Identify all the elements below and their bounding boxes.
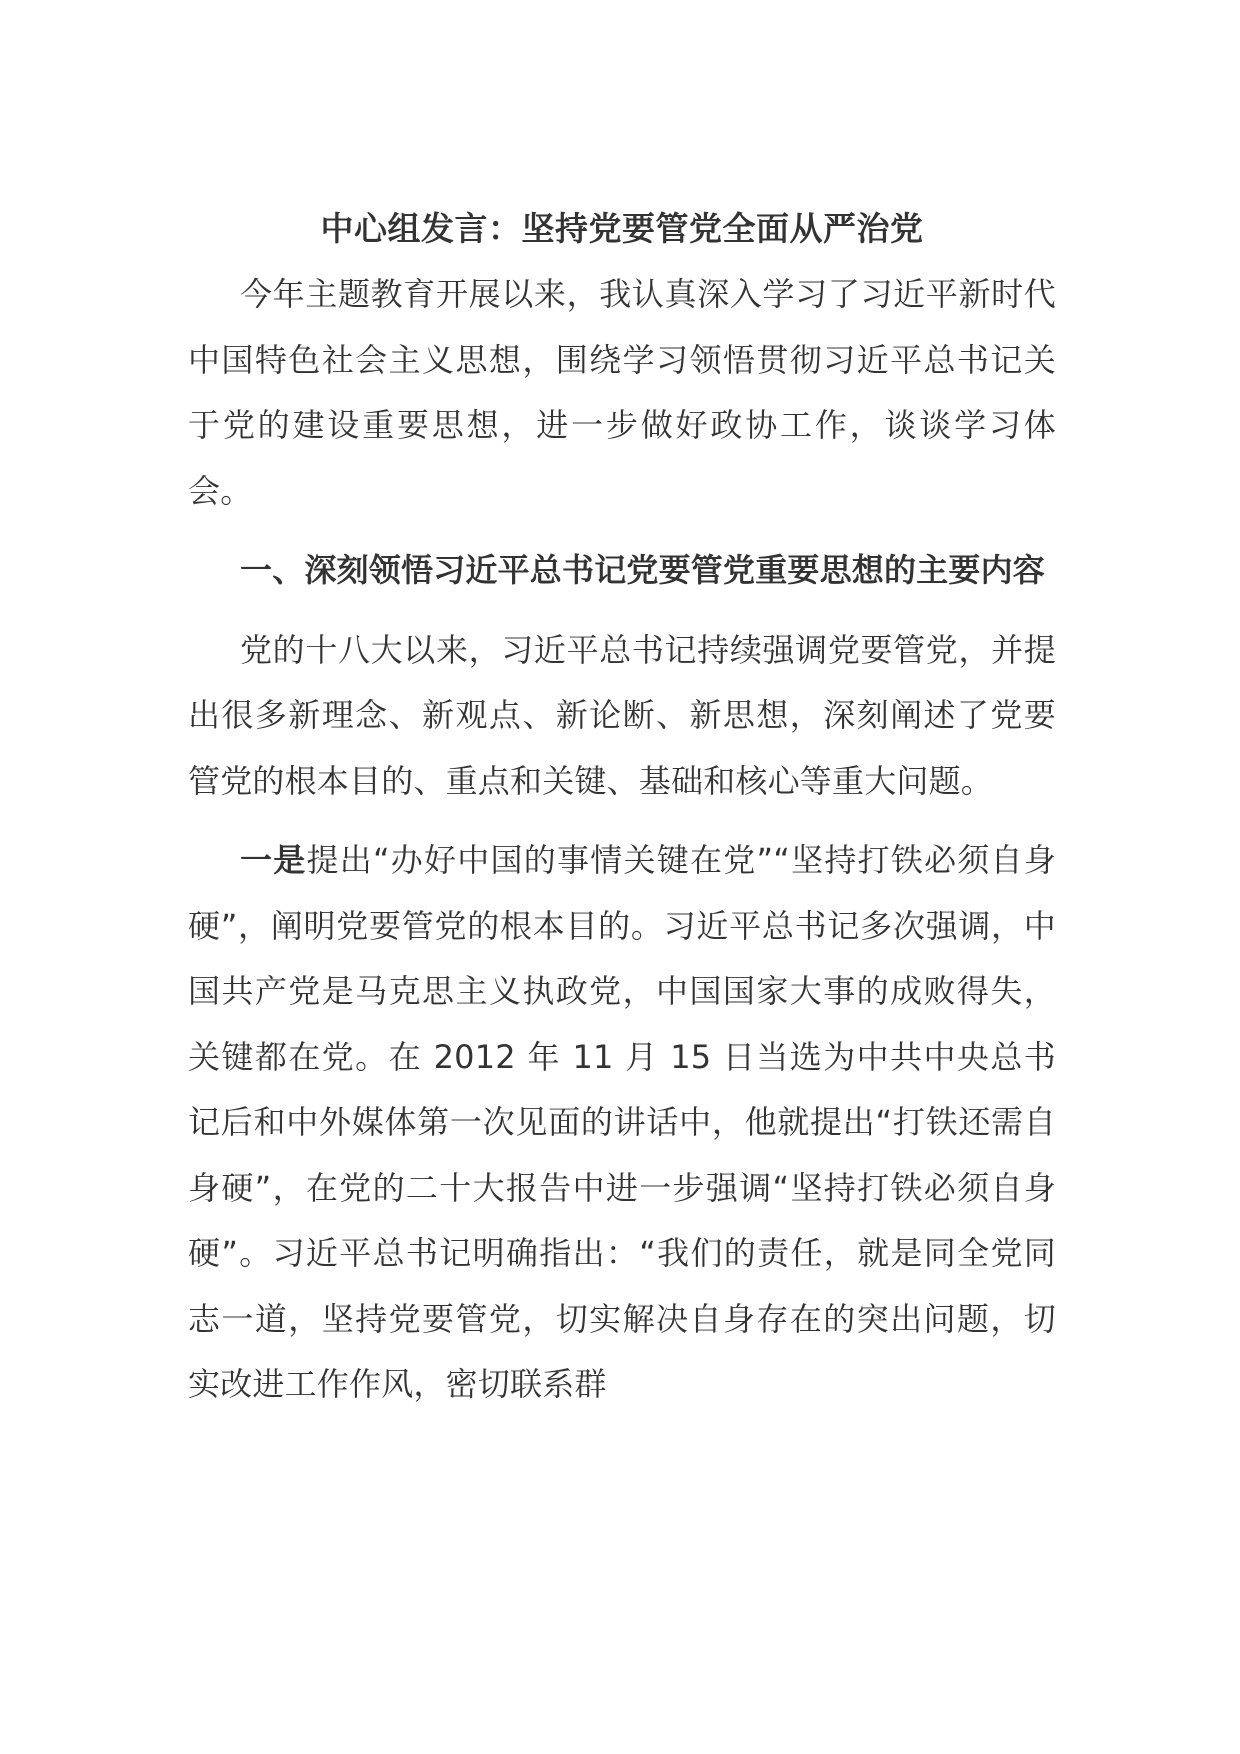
document-title: 中心组发言：坚持党要管党全面从严治党	[320, 209, 924, 248]
intro-paragraph: 今年主题教育开展以来，我认真深入学习了习近平新时代中国特色社会主义思想，围绕学习领悟贯彻习近平总书记关于党的建设重要思想，进一步做好政协工作，谈谈学习体会。	[188, 275, 1056, 510]
section-body-paragraph: 党的十八大以来，习近平总书记持续强调党要管党，并提出很多新理念、新观点、新论断、新思想，深刻阐述了党要管党的根本目的、重点和关键、基础和核心等重大问题。	[188, 630, 1056, 800]
point-one-paragraph	[188, 828, 1056, 1418]
document-page	[188, 196, 1056, 1432]
section-heading: 一、深刻领悟习近平总书记党要管党重要思想的主要内容	[240, 551, 1046, 589]
point-one-body: 提出“办好中国的事情关键在党”“坚持打铁必须自身硬”，阐明党要管党的根本目的。习近平总书记多次强调，中国共产党是马克思主义执政党，中国国家大事的成败得失，关键都在党。在 2012 年 11 月 15 日当选为中共中央总书记后和中外媒体第一次见面的讲话中，他就提出“打铁还需自身硬”，在党的二十大报告中进一步强调“坚持打铁必须自身硬”。习近平总书记明确指出：“我们的责任，就是同全党同志一道，坚持党要管党，切实解决自身存在的突出问题，切实改进工作作风，密切联系群	[188, 841, 1056, 1403]
point-one-lead: 一是	[240, 841, 307, 879]
